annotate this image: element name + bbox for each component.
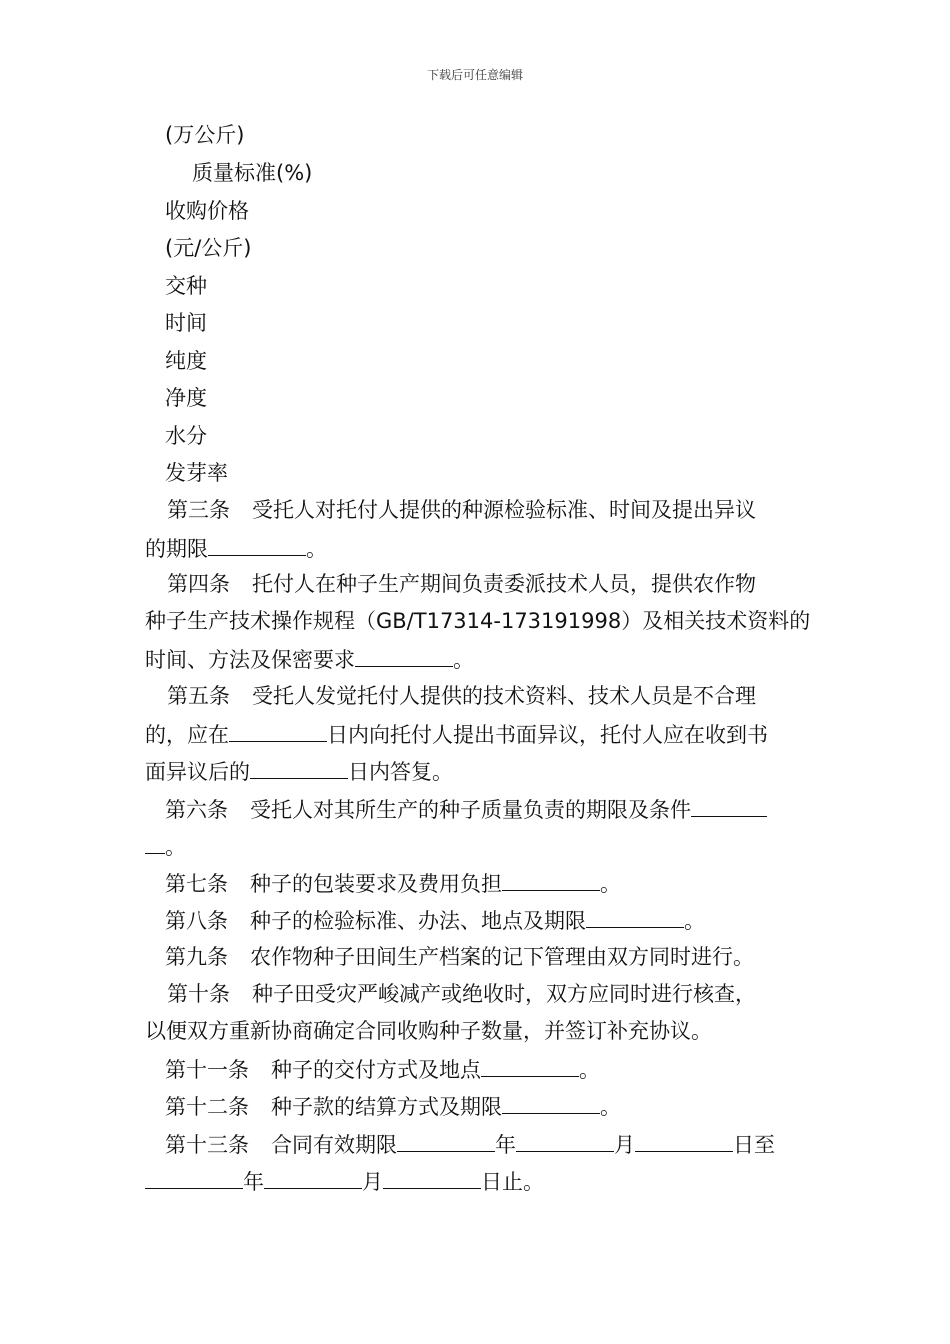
text-line: 净度 bbox=[165, 386, 207, 410]
punct: 。 bbox=[165, 835, 186, 859]
article-text: 时间、方法及保密要求 bbox=[145, 648, 355, 672]
punct: 。 bbox=[600, 1095, 621, 1119]
article-text: 日内答复。 bbox=[348, 760, 453, 784]
text-line: 水分 bbox=[165, 424, 207, 448]
article-4 bbox=[167, 570, 837, 598]
article-8 bbox=[165, 905, 835, 935]
article-title: 第十条 bbox=[167, 982, 230, 1006]
article-5-cont bbox=[145, 756, 815, 786]
fill-blank[interactable] bbox=[691, 794, 767, 817]
article-text: 受托人对其所生产的种子质量负责的期限及条件 bbox=[250, 798, 691, 822]
article-text: 面异议后的 bbox=[145, 760, 250, 784]
article-text: 的期限 bbox=[145, 537, 208, 561]
date-unit: 日至 bbox=[733, 1133, 775, 1157]
article-title: 第十三条 bbox=[165, 1133, 249, 1157]
article-title: 第八条 bbox=[165, 909, 228, 933]
article-13-cont bbox=[145, 1166, 815, 1196]
text-line: 时间 bbox=[165, 311, 207, 335]
article-3-cont bbox=[145, 533, 815, 563]
fill-blank[interactable] bbox=[516, 1129, 614, 1152]
article-text: 农作物种子田间生产档案的记下管理由双方同时进行。 bbox=[250, 945, 754, 969]
article-text: 托付人在种子生产期间负责委派技术人员，提供农作物 bbox=[252, 572, 756, 596]
article-text: 受托人发觉托付人提供的技术资料、技术人员是不合理 bbox=[252, 684, 756, 708]
punct: 。 bbox=[579, 1058, 600, 1082]
text-line: 收购价格 bbox=[165, 199, 249, 223]
date-unit: 月 bbox=[614, 1133, 635, 1157]
article-text: 受托人对托付人提供的种源检验标准、时间及提出异议 bbox=[252, 498, 756, 522]
article-title: 第十一条 bbox=[165, 1058, 249, 1082]
text-line: (元/公斤) bbox=[165, 236, 252, 260]
article-6 bbox=[165, 794, 835, 824]
article-13 bbox=[165, 1129, 835, 1159]
date-unit: 月 bbox=[362, 1170, 383, 1194]
article-3 bbox=[167, 496, 837, 524]
fill-blank[interactable] bbox=[397, 1129, 495, 1152]
punct: 。 bbox=[684, 909, 705, 933]
page-header: 下载后可任意编辑 bbox=[426, 68, 523, 82]
article-text: 的，应在 bbox=[145, 723, 229, 747]
article-9 bbox=[165, 943, 835, 971]
text-line: 发芽率 bbox=[165, 461, 228, 485]
article-6-cont bbox=[145, 831, 815, 861]
fill-blank[interactable] bbox=[229, 719, 327, 742]
article-4-cont: 种子生产技术操作规程（GB/T17314-173191998）及相关技术资料的 bbox=[145, 609, 811, 633]
article-text: 种子的交付方式及地点 bbox=[271, 1058, 481, 1082]
date-unit: 年 bbox=[495, 1133, 516, 1157]
fill-blank[interactable] bbox=[264, 1166, 362, 1189]
date-unit: 日止。 bbox=[481, 1170, 544, 1194]
text-line: 质量标准(%) bbox=[192, 161, 313, 185]
article-10 bbox=[167, 980, 837, 1008]
date-unit: 年 bbox=[243, 1170, 264, 1194]
article-text: 合同有效期限 bbox=[271, 1133, 397, 1157]
article-10-cont: 以便双方重新协商确定合同收购种子数量，并签订补充协议。 bbox=[145, 1019, 712, 1043]
punct: 。 bbox=[600, 872, 621, 896]
punct: 。 bbox=[453, 648, 474, 672]
article-text: 种子的包装要求及费用负担 bbox=[250, 872, 502, 896]
article-title: 第四条 bbox=[167, 572, 230, 596]
text-line: (万公斤) bbox=[165, 123, 245, 147]
article-title: 第三条 bbox=[167, 498, 230, 522]
text-line: 纯度 bbox=[165, 349, 207, 373]
article-title: 第十二条 bbox=[165, 1095, 249, 1119]
article-title: 第七条 bbox=[165, 872, 228, 896]
fill-blank[interactable] bbox=[383, 1166, 481, 1189]
article-4-cont bbox=[145, 644, 815, 674]
article-text: 种子田受灾严峻减产或绝收时，双方应同时进行核查， bbox=[252, 982, 756, 1006]
fill-blank[interactable] bbox=[145, 1166, 243, 1189]
article-11 bbox=[165, 1054, 835, 1084]
article-text: 日内向托付人提出书面异议，托付人应在收到书 bbox=[327, 723, 768, 747]
article-text: 种子款的结算方式及期限 bbox=[271, 1095, 502, 1119]
fill-blank[interactable] bbox=[355, 644, 453, 667]
fill-blank[interactable] bbox=[208, 533, 306, 556]
article-title: 第五条 bbox=[167, 684, 230, 708]
article-7 bbox=[165, 868, 835, 898]
article-text: 种子的检验标准、办法、地点及期限 bbox=[250, 909, 586, 933]
fill-blank[interactable] bbox=[250, 756, 348, 779]
article-12 bbox=[165, 1091, 835, 1121]
article-5 bbox=[167, 682, 837, 710]
fill-blank[interactable] bbox=[145, 831, 165, 854]
text-line: 交种 bbox=[165, 274, 207, 298]
fill-blank[interactable] bbox=[481, 1054, 579, 1077]
article-title: 第六条 bbox=[165, 798, 228, 822]
article-title: 第九条 bbox=[165, 945, 228, 969]
punct: 。 bbox=[306, 537, 327, 561]
fill-blank[interactable] bbox=[502, 868, 600, 891]
article-5-cont bbox=[145, 719, 815, 749]
fill-blank[interactable] bbox=[586, 905, 684, 928]
fill-blank[interactable] bbox=[635, 1129, 733, 1152]
fill-blank[interactable] bbox=[502, 1091, 600, 1114]
